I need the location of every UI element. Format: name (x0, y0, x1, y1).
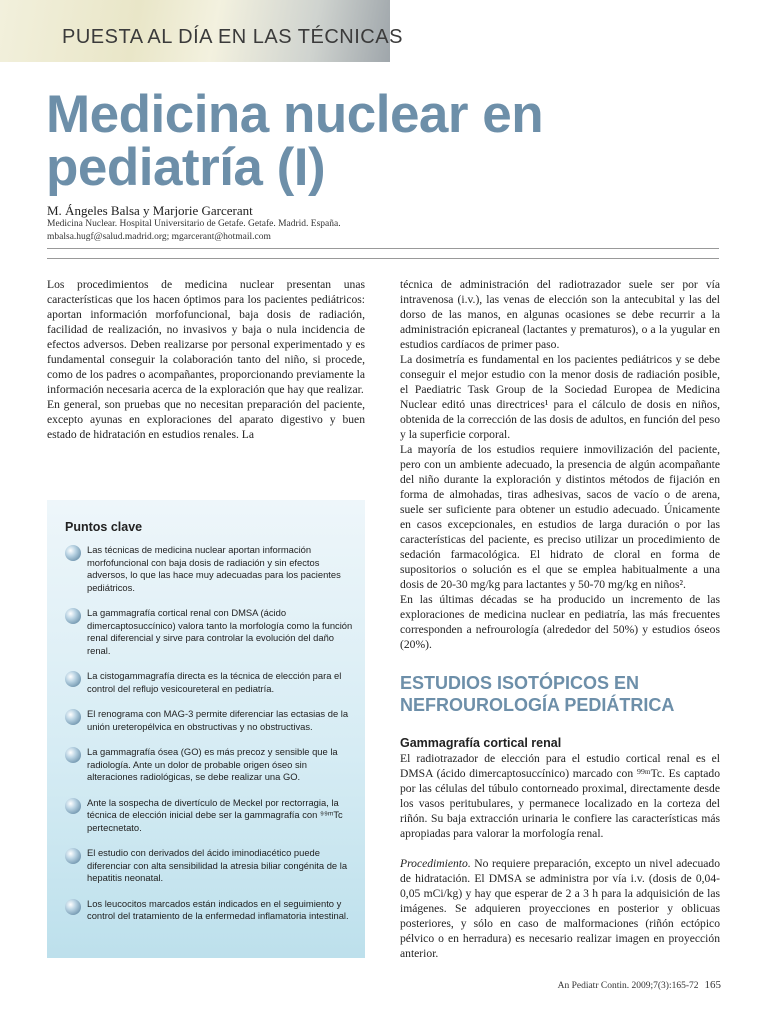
key-point-text: La gammagrafía ósea (GO) es más precoz y sensible que la radiología. Ante un dolor de probable origen óseo sin alteraciones radiológicas, se debe realizar una GO. (87, 746, 338, 782)
key-point (65, 898, 353, 923)
bullet-icon (65, 899, 81, 915)
section-banner (0, 0, 403, 62)
procedure-text: No requiere preparación, excepto un nivel adecuado de hidratación. El DMSA se administra por vía i.v. (dosis de 0,04-0,05 mCi/kg) y hay que esperar de 2 a 3 h para la adquisición de las imágenes. Se adquieren proyecciones en posterior y oblicuas posteriores, y sólo en caso de malformaciones (riñón ectópico pélvico o en herradura) es necesario realizar imagen en proyección anterior. (400, 857, 720, 960)
key-point-text: La cistogammagrafía directa es la técnica de elección para el control del reflujo vesicoureteral en pediatría. (87, 670, 342, 694)
bullet-icon (65, 709, 81, 725)
page-footer (558, 979, 721, 991)
key-point-text: Los leucocitos marcados están indicados en el seguimiento y control del tratamiento de la enfermedad inflamatoria intestinal. (87, 897, 349, 921)
section-heading: ESTUDIOS ISOTÓPICOS EN NEFROUROLOGÍA PEDIÁTRICA (400, 673, 675, 715)
key-point (65, 746, 353, 784)
procedure-label: Procedimiento. (400, 857, 471, 870)
key-point (65, 797, 353, 835)
bullet-icon (65, 545, 81, 561)
key-point-text: El renograma con MAG-3 permite diferenciar las ectasias de la unión ureteropélvica en obstructivas y no obstructivas. (87, 708, 349, 732)
left-column (47, 277, 365, 442)
key-point (65, 708, 353, 733)
paragraph: En general, son pruebas que no necesitan preparación del paciente, excepto ayunas en exploraciones del aparato digestivo y buen estado de hidratación en estudios renales. La (47, 398, 365, 441)
key-point-text: El estudio con derivados del ácido iminodiacético puede diferenciar con alta sensibilidad la atresia biliar congénita de la hepatitis neonatal. (87, 847, 348, 883)
divider (47, 248, 719, 249)
paragraph (400, 856, 720, 961)
citation: An Pediatr Contin. 2009;7(3):165-72 (557, 981, 699, 991)
key-point (65, 670, 353, 695)
key-point (65, 544, 353, 594)
page-number: 165 (704, 979, 721, 991)
article-affiliation: Medicina Nuclear. Hospital Universitario de Getafe. Getafe. Madrid. España. (47, 219, 341, 229)
key-points-box (47, 500, 365, 958)
bullet-icon (65, 798, 81, 814)
key-point (65, 607, 353, 657)
bullet-icon (65, 848, 81, 864)
key-point-text: Ante la sospecha de divertículo de Meckel por rectorragia, la técnica de elección inicial debe ser la gammagrafía con ⁹⁹ᵐTc pertecnetato. (87, 796, 343, 833)
article-title: Medicina nuclear en pediatría (I) (46, 85, 544, 197)
key-point-text: Las técnicas de medicina nuclear aportan información morfofuncional con baja dosis de radiación y sin efectos adversos, lo que las hace muy adecuadas para los pacientes pediátricos. (87, 544, 341, 593)
bullet-icon (65, 608, 81, 624)
subsection-heading: Gammagrafía cortical renal (400, 736, 562, 750)
bullet-icon (65, 671, 81, 687)
key-points-title: Puntos clave (65, 520, 143, 534)
paragraph: El radiotrazador de elección para el estudio cortical renal es el DMSA (ácido dimercaptosuccínico) marcado con ⁹⁹ᵐTc. Es captado por las células del túbulo contorneado proximal, directamente desde los vasos peritubulares, y permanece localizado en la corteza del riñón. Su baja extracción urinaria le confiere las características más apropiadas para valorar la morfología renal. (400, 752, 720, 840)
key-point-text: La gammagrafía cortical renal con DMSA (ácido dimercaptosuccínico) valora tanto la morfología como la función renal diferencial y sirve para controlar la evolución del daño renal. (87, 607, 353, 656)
paragraph: La mayoría de los estudios requiere inmovilización del paciente, pero con un ambiente adecuado, la presencia de algún acompañante del niño durante la exploración y distintos métodos de fijación en forma de almohadas, tiras adhesivas, sacos de vacío o de arena, suele ser suficiente para obtener un estudio adecuado. Únicamente en casos excepcionales, en estudios de larga duración o por las características del paciente, es preciso utilizar un procedimiento de sedación farmacológica. El hidrato de cloral en forma de supositorios o solución es el que se emplea habitualmente a una dosis de 20-30 mg/kg para lactantes y 50-70 mg/kg en niños². (400, 443, 720, 591)
paragraph: Los procedimientos de medicina nuclear presentan unas características que los hacen óptimos para los pacientes pediátricos: aportan información morfofuncional, baja dosis de radiación, facilidad de realización, no invasivos y baja o nula incidencia de efectos adversos. Deben realizarse por personal experimentado y es fundamental conseguir la colaboración tanto del niño, si procede, como de los padres o acompañantes, proporcionando previamente la información necesaria acerca de la exploración que hay que realizar. (47, 278, 365, 396)
right-column (400, 277, 720, 961)
key-point (65, 847, 353, 885)
key-points-list (65, 544, 353, 936)
article-authors: M. Ángeles Balsa y Marjorie Garcerant (47, 203, 253, 218)
paragraph: La dosimetría es fundamental en los pacientes pediátricos y se debe conseguir el mejor estudio con la menor dosis de radiación posible, el Paediatric Task Group de la Sociedad Europea de Medicina Nuclear editó unas directrices¹ para el cálculo de dosis en niños, obtenida de la corrección de las dosis de adultos, en función del peso y la superficie corporal. (400, 353, 720, 441)
section-label: PUESTA AL DÍA EN LAS TÉCNICAS (62, 26, 403, 48)
paragraph: técnica de administración del radiotrazador suele ser por vía intravenosa (i.v.), las venas de elección son la antecubital y las del dorso de las manos, en algunas ocasiones se debe recurrir a la administración epicraneal (lactantes y prematuros), o a la yugular en estudios cardíacos de primer paso. (400, 278, 720, 351)
bullet-icon (65, 747, 81, 763)
article-emails: mbalsa.hugf@salud.madrid.org; mgarcerant@hotmail.com (47, 232, 271, 242)
paragraph: En las últimas décadas se ha producido un incremento de las exploraciones de medicina nuclear en pediatría, las más frecuentes corresponden a nefrourología (alrededor del 50%) y estudios óseos (20%). (400, 593, 720, 651)
divider (47, 258, 719, 259)
